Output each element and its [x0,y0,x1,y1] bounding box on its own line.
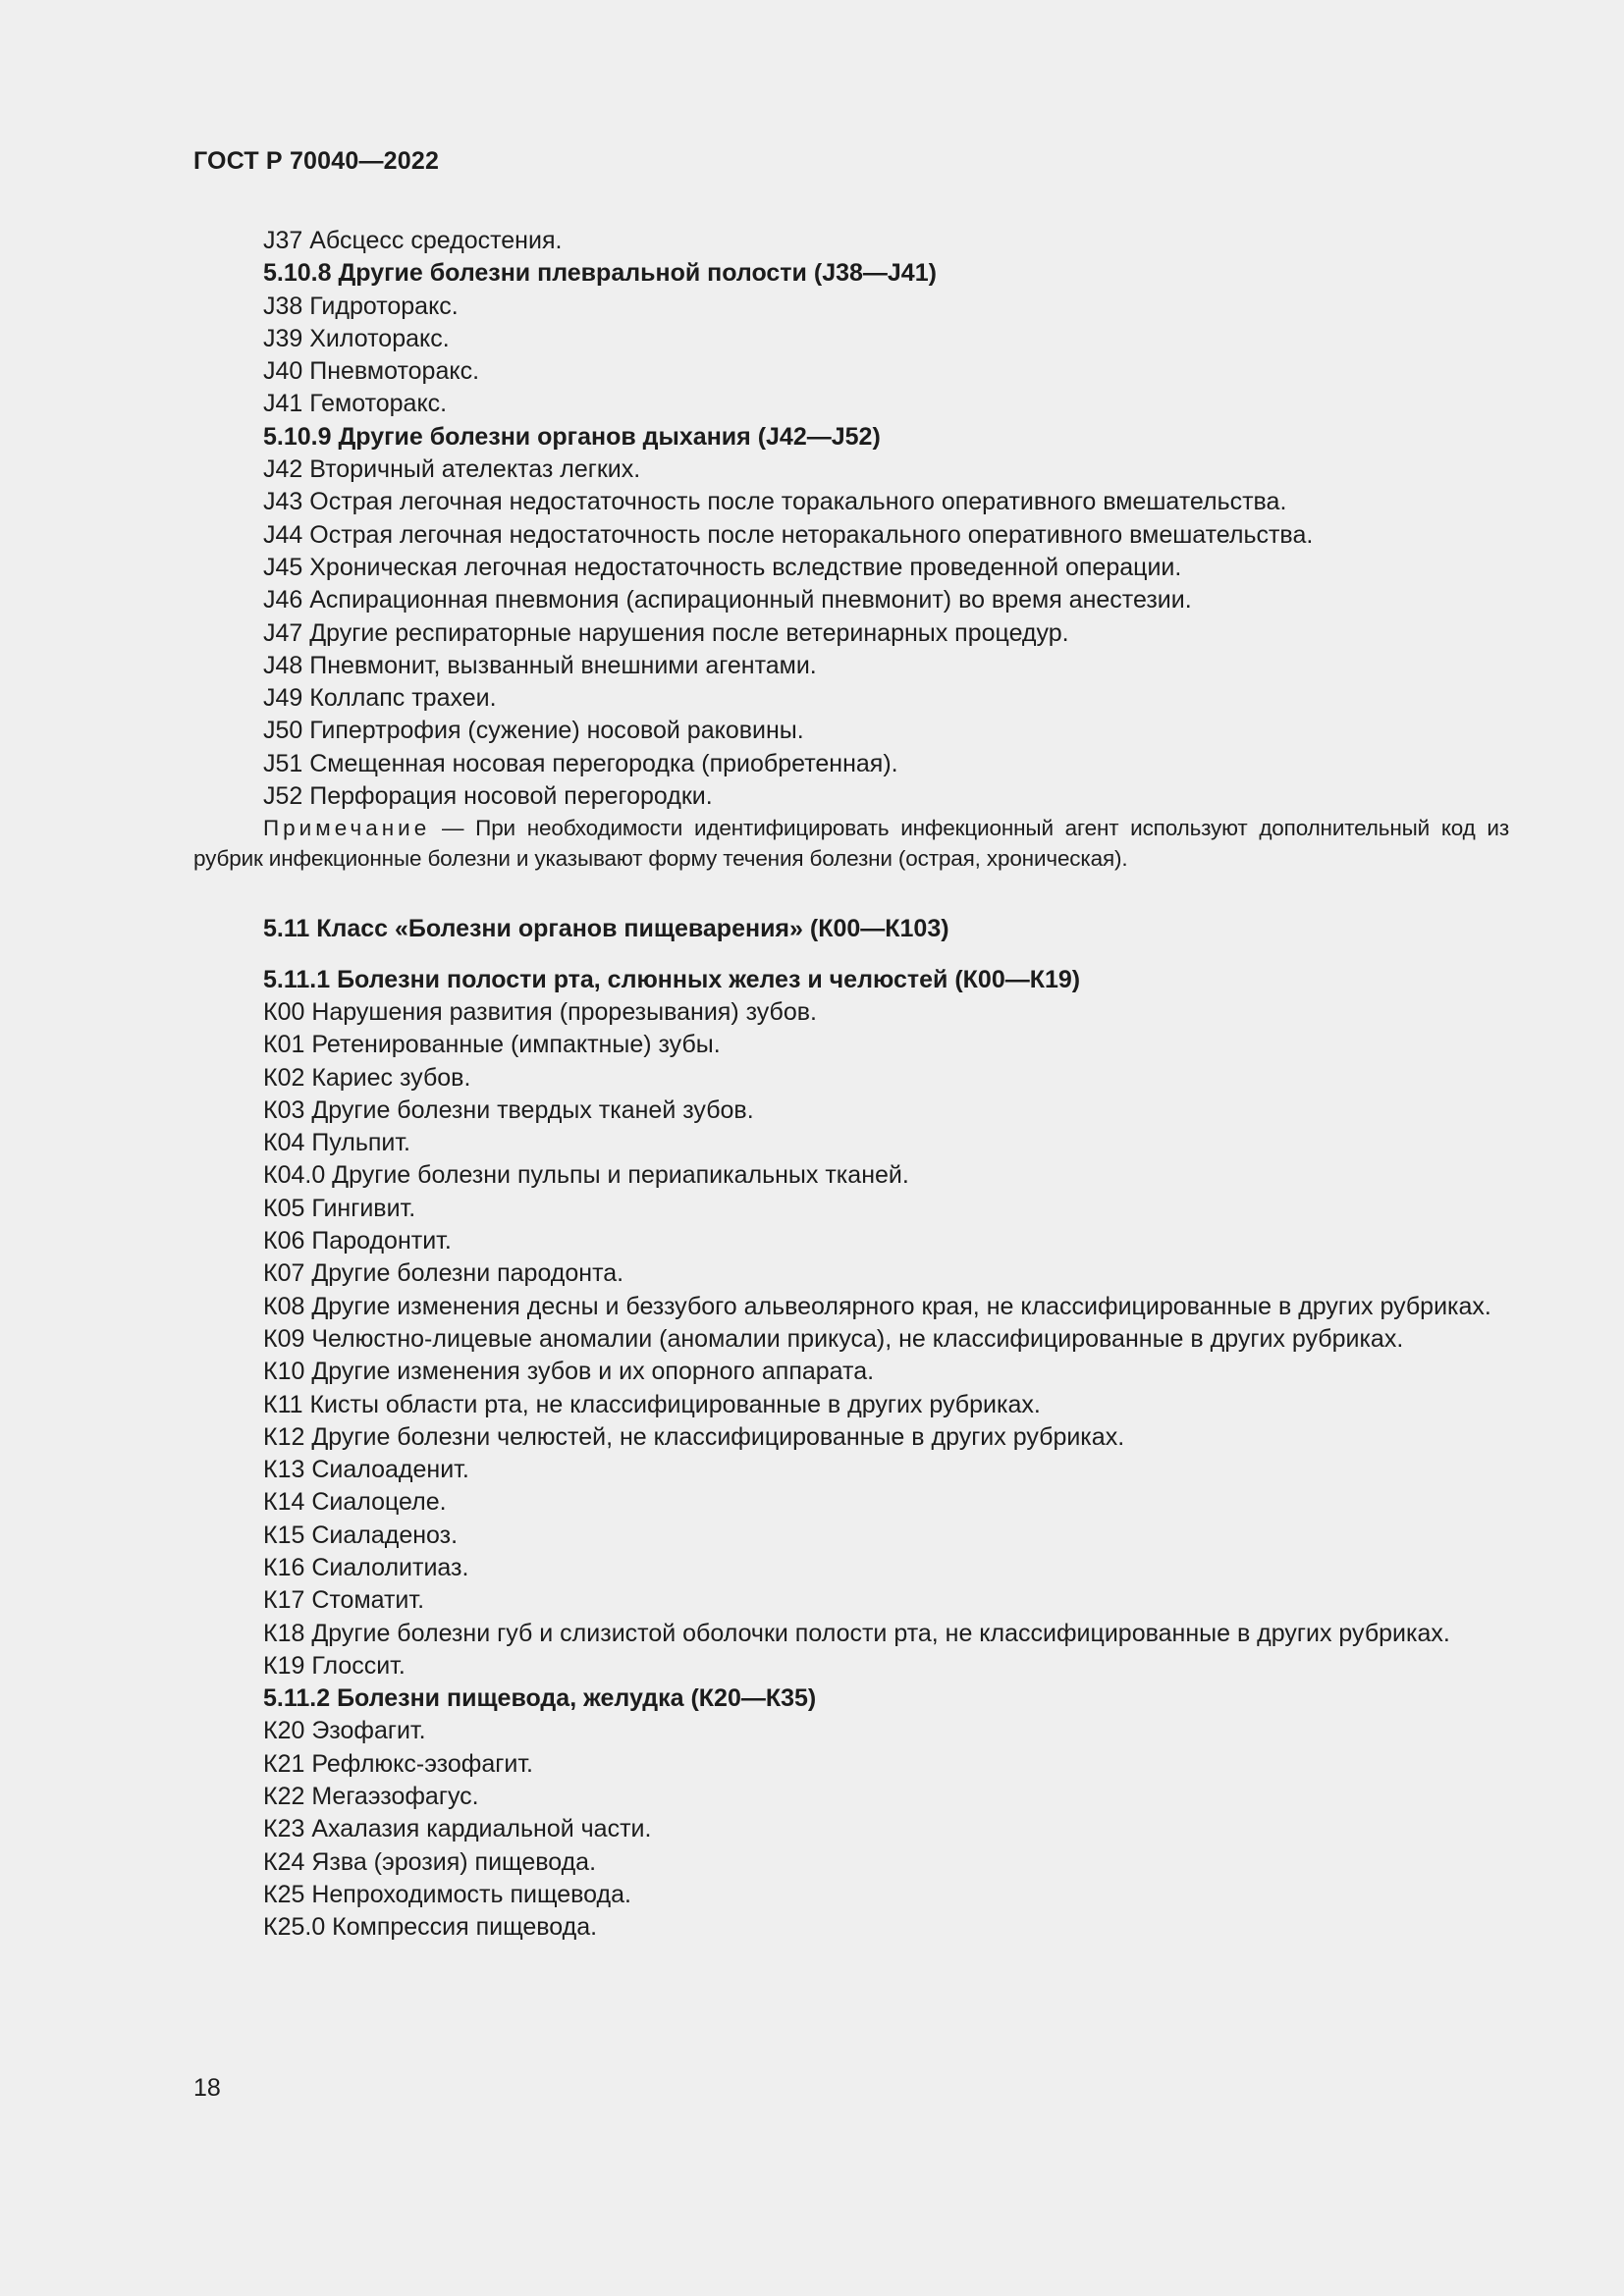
code-entry: J41 Гемоторакс. [263,390,448,418]
code-entry: J38 Гидроторакс. [263,292,459,320]
code-entry: К20 Эзофагит. [263,1717,426,1745]
code-entry: К23 Ахалазия кардиальной части. [263,1815,652,1843]
note-label: Примечание [263,816,431,841]
document-header: ГОСТ Р 70040—2022 [193,147,440,175]
code-entry: J47 Другие респираторные нарушения после ветеринарных процедур. [263,618,1069,647]
note-paragraph [193,813,1509,874]
section-heading: 5.11 Класс «Болезни органов пищеварения» (К00—К103) [263,915,949,943]
code-entry: J52 Перфорация носовой перегородки. [263,782,713,811]
code-entry: К09 Челюстно-лицевые аномалии (аномалии прикуса), не классифицированные в других рубриках. [263,1324,1404,1353]
code-entry: J44 Острая легочная недостаточность после неторакального оперативного вмешательства. [263,520,1314,549]
code-entry: J45 Хроническая легочная недостаточность вследствие проведенной операции. [263,553,1182,581]
code-entry: J42 Вторичный ателектаз легких. [263,455,641,484]
code-entry: К13 Сиалоаденит. [263,1456,469,1484]
code-entry: J49 Коллапс трахеи. [263,684,497,713]
code-entry: К25 Непроходимость пищевода. [263,1880,631,1908]
code-entry: К21 Рефлюкс-эзофагит. [263,1749,533,1778]
code-entry: J48 Пневмонит, вызванный внешними агентами. [263,651,817,679]
code-entry: К07 Другие болезни пародонта. [263,1259,624,1288]
code-entry: К10 Другие изменения зубов и их опорного аппарата. [263,1358,875,1386]
code-entry: J39 Хилоторакс. [263,324,450,352]
code-entry: К04 Пульпит. [263,1129,410,1157]
code-entry: J40 Пневмоторакс. [263,357,480,386]
code-entry: К18 Другие болезни губ и слизистой оболочки полости рта, не классифицированные в других рубриках. [263,1619,1450,1647]
code-entry: К02 Кариес зубов. [263,1063,471,1092]
code-entry: J37 Абсцесс средостения. [263,227,563,254]
code-entry: К06 Пародонтит. [263,1227,452,1255]
code-entry: J51 Смещенная носовая перегородка (приобретенная). [263,749,898,777]
code-entry: J46 Аспирационная пневмония (аспирационный пневмонит) во время анестезии. [263,586,1192,614]
code-entry: К25.0 Компрессия пищевода. [263,1913,598,1942]
code-entry: К22 Мегаэзофагус. [263,1783,479,1811]
document-body [193,225,1509,1945]
note-text: — При необходимости идентифицировать инфекционный агент используют дополнительный код из рубрик инфекционные болезни и указывают форму течения болезни (острая, хроническая). [193,816,1509,872]
code-entry: К16 Сиалолитиаз. [263,1553,469,1581]
code-entry: J43 Острая легочная недостаточность после торакального оперативного вмешательства. [263,488,1287,516]
code-entry: К00 Нарушения развития (прорезывания) зубов. [263,997,818,1026]
code-entry: К11 Кисты области рта, не классифицированные в других рубриках. [263,1390,1041,1418]
subsection-heading: 5.11.2 Болезни пищевода, желудка (К20—К35) [263,1684,817,1713]
code-entry: К19 Глоссит. [263,1651,406,1680]
subsection-heading: 5.11.1 Болезни полости рта, слюнных желез и челюстей (К00—К19) [263,965,1081,993]
subsection-heading: 5.10.8 Другие болезни плевральной полости (J38—J41) [263,259,937,288]
subsection-heading: 5.10.9 Другие болезни органов дыхания (J42—J52) [263,422,881,451]
code-entry: К03 Другие болезни твердых тканей зубов. [263,1095,754,1124]
code-entry: К01 Ретенированные (импактные) зубы. [263,1031,721,1059]
code-entry: К04.0 Другие болезни пульпы и периапикальных тканей. [263,1161,909,1190]
page-number: 18 [193,2074,221,2102]
code-entry: К14 Сиалоцеле. [263,1488,447,1517]
code-entry: J50 Гипертрофия (сужение) носовой раковины. [263,717,804,745]
code-entry: К24 Язва (эрозия) пищевода. [263,1847,597,1876]
code-entry: К15 Сиаладеноз. [263,1521,459,1549]
code-entry: К12 Другие болезни челюстей, не классифицированные в других рубриках. [263,1422,1125,1451]
code-entry: К17 Стоматит. [263,1586,425,1615]
code-entry: К08 Другие изменения десны и беззубого альвеолярного края, не классифицированные в других рубриках. [263,1292,1491,1320]
code-entry: К05 Гингивит. [263,1194,416,1222]
